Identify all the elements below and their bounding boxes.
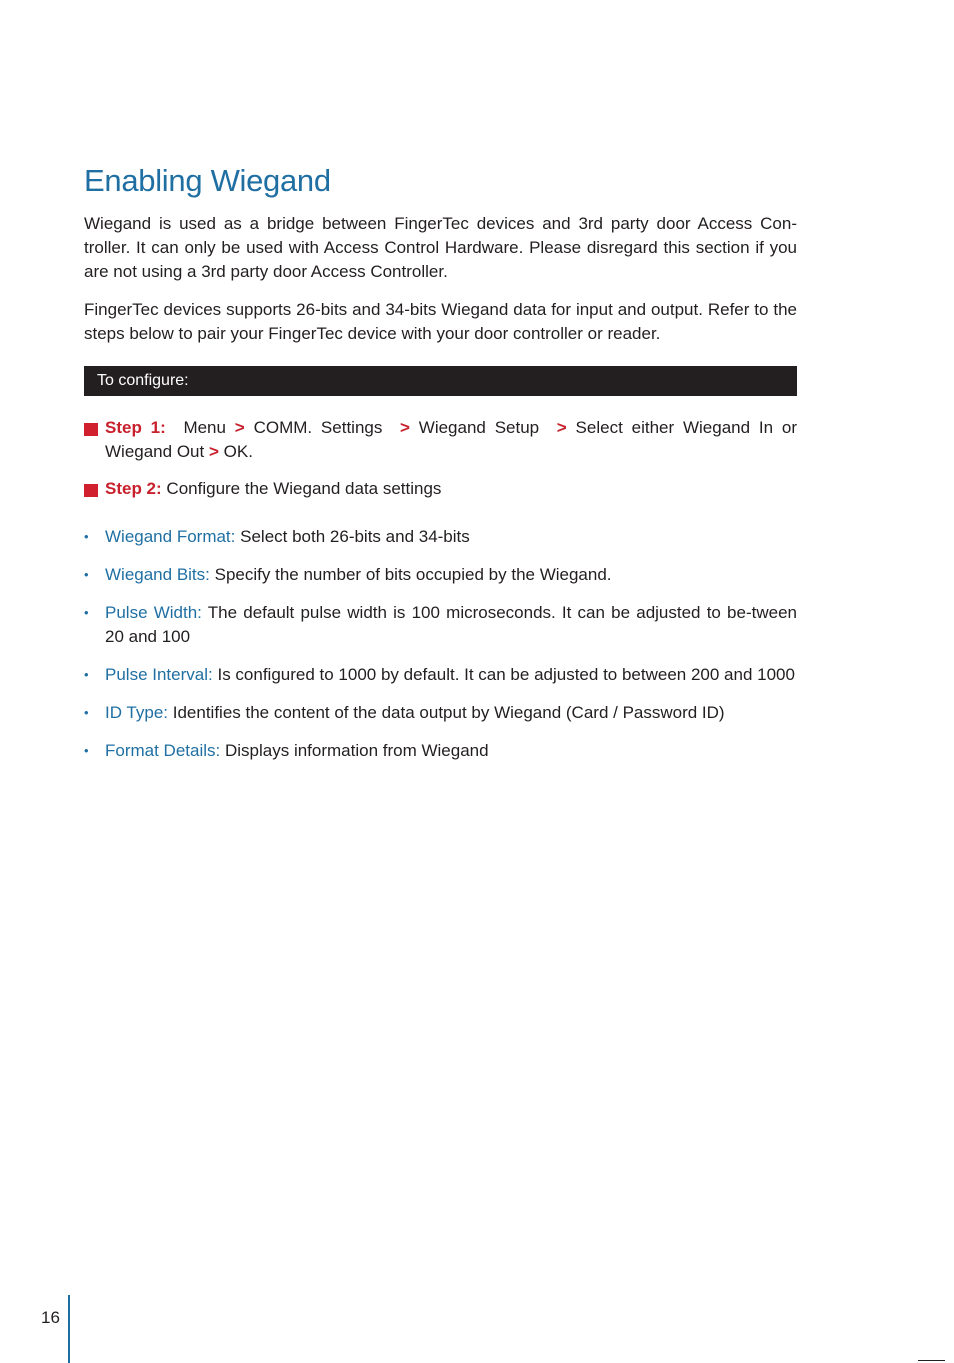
red-square-icon [84,484,98,497]
step-2-label: Step 2: [105,479,162,498]
corner-rule [918,1360,945,1361]
setting-term: Pulse Width: [105,603,202,622]
setting-description: Select both 26-bits and 34-bits [240,527,470,546]
list-item-format-details [84,739,797,763]
page-number: 16 [41,1308,60,1327]
setting-description: The default pulse width is 100 microseconds. It can be adjusted to be-tween 20 and 100 [105,603,797,646]
list-item-wiegand-bits [84,563,797,587]
setting-description: Specify the number of bits occupied by the Wiegand. [214,565,612,584]
step-2 [84,477,797,501]
list-item-wiegand-format [84,525,797,549]
setting-term: Pulse Interval: [105,665,213,684]
bullet-icon: • [84,705,89,720]
chevron-right-icon: > [234,418,245,437]
bullet-icon: • [84,667,89,682]
page-content [84,160,797,777]
setting-term: ID Type: [105,703,168,722]
step-1-comm-settings: COMM. Settings [253,418,383,437]
bullet-icon: • [84,529,89,544]
step-1-wiegand-setup: Wiegand Setup [418,418,540,437]
configure-banner: To configure: [84,366,797,396]
setting-term: Wiegand Bits: [105,565,210,584]
step-1-ok: OK. [223,442,253,461]
list-item-pulse-interval [84,663,797,687]
step-1-label: Step 1: [105,418,166,437]
page-title: Enabling Wiegand [84,163,331,198]
step-1-select-wiegand: Select either Wiegand In or Wiegand Out [105,418,797,461]
bullet-icon: • [84,605,89,620]
chevron-right-icon: > [556,418,567,437]
setting-description: Displays information from Wiegand [224,741,489,760]
setting-description: Is configured to 1000 by default. It can be adjusted to between 200 and 1000 [217,665,795,684]
intro-paragraph: Wiegand is used as a bridge between FingerTec devices and 3rd party door Access Con-troller. It can only be used with Access Control Hardware. Please disregard this section if you are not using a 3rd party door Access Controller. [84,214,797,281]
chevron-right-icon: > [208,442,219,461]
red-square-icon [84,423,98,436]
bullet-icon: • [84,743,89,758]
setting-term: Wiegand Format: [105,527,236,546]
list-item-pulse-width [84,601,797,649]
bullet-icon: • [84,567,89,582]
chevron-right-icon: > [400,418,410,437]
list-item-id-type [84,701,797,725]
step-2-text: Configure the Wiegand data settings [166,479,442,498]
setting-term: Format Details: [105,741,221,760]
step-1-menu: Menu [183,418,226,437]
bits-paragraph: FingerTec devices supports 26-bits and 34-bits Wiegand data for input and output. Refer to the steps below to pair your FingerTec device with your door controller or reader. [84,300,797,343]
setting-description: Identifies the content of the data output by Wiegand (Card / Password ID) [172,703,725,722]
wiegand-settings-list [84,525,797,763]
page-margin-rule [68,1295,70,1363]
step-1 [84,416,797,464]
